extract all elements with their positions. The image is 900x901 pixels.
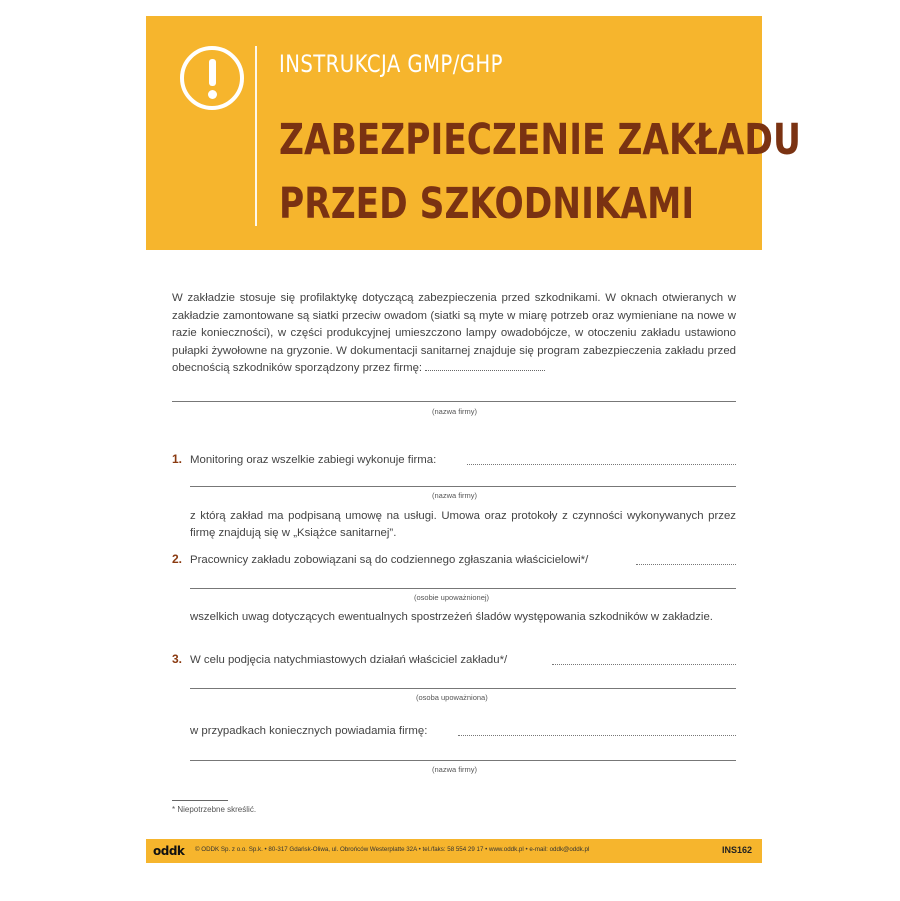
- item-3-inline-line[interactable]: [552, 664, 736, 665]
- item-2-caption: (osobie upoważnionej): [414, 593, 490, 602]
- item-1-caption: (nazwa firmy): [432, 491, 478, 500]
- footer-bar: [146, 839, 762, 863]
- intro-text: W zakładzie stosuje się profilaktykę dotyczącą zabezpieczenia przed szkodnikami. W oknach otwieranych w zakładzie zamontowane są siatki przeciw owadom (siatki są myte w miarę potrzeb oraz wymieniane na nowe w razie konieczności), w części produkcyjnej umieszczono lampy owadobójcze, w otoczeniu zakładu ustawiono pułapki żywołowne na gryzonie. W dokumentacji sanitarnej znajduje się program zabezpieczenia zakładu przed obecnością szkodników sporządzony przez firmę:: [172, 292, 736, 374]
- intro-section: [172, 290, 736, 378]
- item-2-number: 2.: [172, 552, 183, 566]
- title-line-1: ZABEZPIECZENIE ZAKŁADU: [279, 115, 801, 165]
- item-1-company-line[interactable]: [190, 486, 736, 487]
- oddk-logo: oddk: [153, 844, 185, 858]
- item-2-inline-line[interactable]: [636, 564, 736, 565]
- item-3-number: 3.: [172, 652, 183, 666]
- item-2-person-line[interactable]: [190, 588, 736, 589]
- title-line-2: PRZED SZKODNIKAMI: [279, 179, 695, 229]
- item-2-continuation: wszelkich uwag dotyczących ewentualnych spostrzeżeń śladów występowania szkodników w zakładzie.: [190, 611, 713, 623]
- document-code: INS162: [721, 845, 752, 855]
- document-kicker: INSTRUKCJA GMP/GHP: [279, 50, 503, 78]
- document-title: [279, 108, 801, 236]
- intro-caption: (nazwa firmy): [432, 407, 478, 416]
- header-banner: [146, 16, 801, 250]
- item-3-person-line[interactable]: [190, 688, 736, 689]
- item-1-continuation: z którą zakład ma podpisaną umowę na usługi. Umowa oraz protokoły z czynności wykonywanych przez firmę znajdują się w „Książce sanitarnej”.: [190, 510, 736, 539]
- item-1-lead: Monitoring oraz wszelkie zabiegi wykonuje firma:: [190, 454, 437, 466]
- intro-company-line[interactable]: [172, 401, 736, 402]
- footnote: * Niepotrzebne skreślić.: [172, 805, 257, 814]
- item-3-inline-line-2[interactable]: [458, 735, 736, 736]
- item-3-caption-2: (nazwa firmy): [432, 765, 478, 774]
- footnote-rule: [172, 800, 228, 801]
- intro-fill-dots[interactable]: [425, 361, 545, 371]
- exclamation-circle-icon: [180, 46, 244, 110]
- intro-paragraph: [172, 290, 736, 378]
- item-3-continuation: w przypadkach koniecznych powiadamia firmę:: [190, 725, 428, 737]
- footer-contact-info: © ODDK Sp. z o.o. Sp.k. • 80-317 Gdańsk-Oliwa, ul. Obrońców Westerplatte 32A • tel./faks: 58 554 29 17 • www.oddk.pl • e-mail: oddk@oddk.pl: [195, 846, 590, 853]
- item-1-inline-line[interactable]: [467, 464, 736, 465]
- header-divider: [255, 46, 257, 226]
- item-3-company-line[interactable]: [190, 760, 736, 761]
- item-1-number: 1.: [172, 452, 183, 466]
- item-3-lead: W celu podjęcia natychmiastowych działań właściciel zakładu*/: [190, 654, 508, 666]
- item-3-caption: (osoba upoważniona): [416, 693, 488, 702]
- item-2-lead: Pracownicy zakładu zobowiązani są do codziennego zgłaszania właścicielowi*/: [190, 554, 589, 566]
